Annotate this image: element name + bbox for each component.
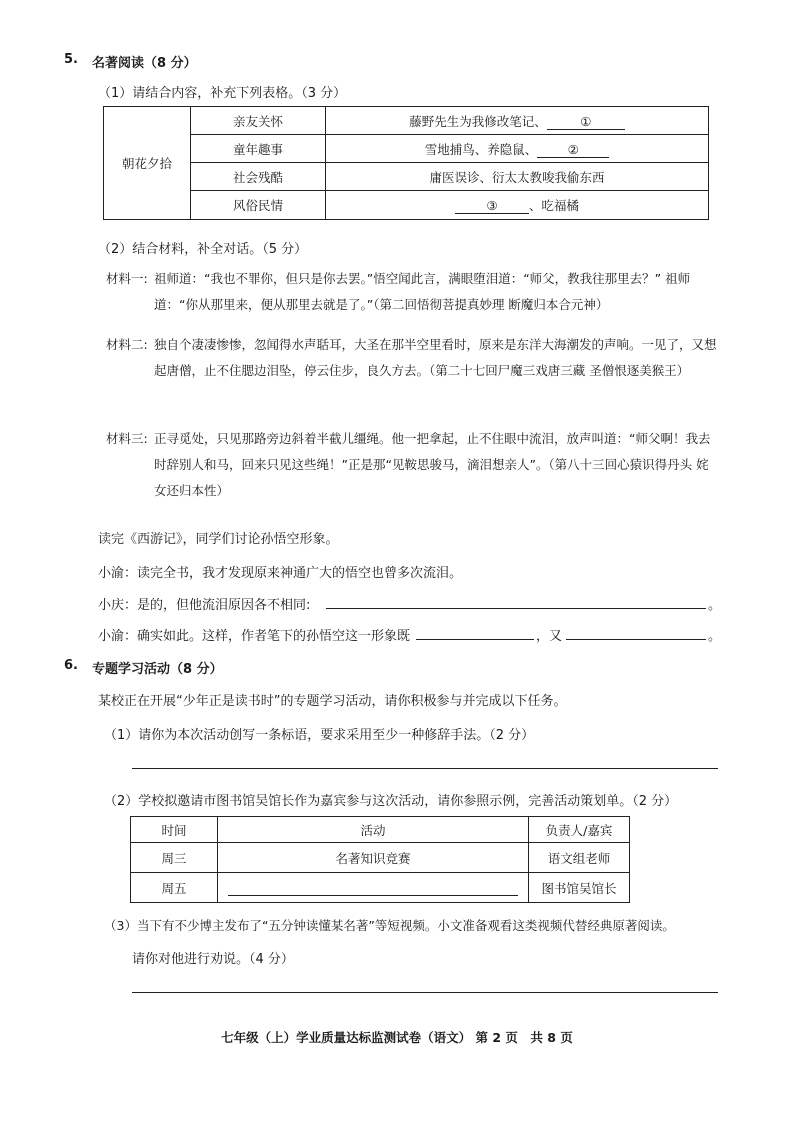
page-footer: 七年级（上）学业质量达标监测试卷（语文） 第 2 页 共 8 页 (221, 1030, 573, 1045)
category-cell (191, 107, 326, 135)
content-text: 雪地捕鸟、养隐鼠、 (424, 141, 538, 157)
content-cell (326, 163, 709, 191)
category-cell (191, 135, 326, 163)
table-cell (218, 873, 529, 903)
speaker: 小渝： (98, 629, 138, 644)
answer-line-trait-2[interactable] (566, 639, 706, 640)
category-cell (191, 163, 326, 191)
dialog-line-2 (98, 594, 310, 613)
material-2 (106, 332, 718, 410)
blank-1[interactable]: ① (547, 114, 625, 130)
category-label: 风俗民情 (232, 198, 283, 213)
category-label: 亲友关怀 (232, 113, 283, 129)
book-title: 朝花夕拾 (121, 156, 172, 171)
material-label: 材料三: (106, 431, 148, 446)
speaker: 小渝： (98, 566, 138, 581)
header-owner: 负责人/嘉宾 (545, 822, 613, 838)
q5-number: 5. (64, 52, 78, 67)
content-text: 庸医误诊、衍太太教唆我偷东西 (429, 169, 605, 185)
q5-part1-prompt: （1）请结合内容，补充下列表格。（3 分） (98, 86, 347, 101)
dialog-line-1 (98, 562, 462, 581)
category-cell (191, 191, 326, 220)
discussion-intro: 读完《西游记》，同学们讨论孙悟空形象。 (98, 532, 339, 547)
q5-title: 名著阅读（8 分） (92, 56, 197, 71)
material-3 (106, 426, 718, 504)
book-title-cell (104, 107, 191, 220)
dialog-text: 确实如此。这样，作者笔下的孙悟空这一形象既 (137, 629, 411, 644)
dialog-line-3 (98, 625, 410, 644)
material-text: 独自个凄凄惨惨，忽闻得水声聒耳，大圣在那半空里看时，原来是东洋大海潮发的声响。一见了，又想起唐僧，止不住腮边泪坠，停云住步，良久方去。（第二十七回尸魔三戏唐三藏 圣僧恨逐美猴王） (154, 337, 717, 378)
material-label: 材料一: (106, 271, 148, 286)
cell-text: 语文组老师 (547, 850, 611, 866)
dialog-text: 读完全书，我才发现原来神通广大的悟空也曾多次流泪。 (137, 566, 463, 581)
cell-text: 周三 (161, 850, 187, 866)
q6-part3-line1: （3）当下有不少博主发布了“五分钟读懂某名著”等短视频。小文准备观看这类视频代替经典原著阅读。 (104, 918, 675, 933)
speaker: 小庆： (98, 598, 138, 613)
category-label: 社会残酷 (232, 169, 283, 185)
cell-text: 名著知识竞赛 (335, 850, 411, 866)
content-cell (326, 107, 709, 135)
q6-intro: 某校正在开展“少年正是读书时”的专题学习活动，请你积极参与并完成以下任务。 (98, 694, 567, 709)
q6-part1: （1）请你为本次活动创写一条标语，要求采用至少一种修辞手法。（2 分） (104, 728, 535, 743)
header-cell (218, 817, 529, 843)
q6-title: 专题学习活动（8 分） (92, 662, 223, 677)
blank-activity[interactable] (228, 879, 518, 896)
table-cell (218, 843, 529, 873)
end-mark: 。 (708, 598, 722, 613)
answer-line-trait-1[interactable] (416, 639, 534, 640)
blank-3[interactable]: ③ (455, 198, 529, 214)
dialog-text: 是的，但他流泪原因各不相同: (137, 598, 311, 613)
header-cell (529, 817, 630, 843)
table-cell (529, 873, 630, 903)
q6-part2: （2）学校拟邀请市图书馆吴馆长作为嘉宾参与这次活动，请你参照示例，完善活动策划单。（2 分） (104, 794, 678, 809)
activity-plan-table (130, 816, 630, 903)
material-text: 正寻觅处，只见那路旁边斜着半截儿缰绳。他一把拿起，止不住眼中流泪，放声叫道：“师父啊！我去时辞别人和马，回来只见这些绳！”正是那“见鞍思骏马，滴泪想亲人”。（第八十三回心猿识得丹头 姹女还归本性） (154, 431, 711, 498)
content-cell (326, 135, 709, 163)
material-label: 材料二: (106, 337, 148, 352)
material-text: 祖师道：“我也不罪你，但只是你去罢。”悟空闻此言，满眼堕泪道：“师父，教我往那里去？” 祖师道：“你从那里来，便从那里去就是了。”（第二回悟彻菩提真妙理 断魔归本合元神） (154, 271, 691, 312)
answer-line-reasons[interactable] (326, 608, 706, 609)
q6-number: 6. (64, 658, 78, 673)
table-cell (529, 843, 630, 873)
answer-line-slogan[interactable] (132, 768, 718, 769)
table-cell (131, 873, 218, 903)
content-text: 藤野先生为我修改笔记、 (409, 113, 547, 129)
header-activity: 活动 (360, 822, 386, 838)
header-time: 时间 (161, 822, 187, 838)
q5-part2-prompt: （2）结合材料，补全对话。（5 分） (98, 242, 308, 257)
header-cell (131, 817, 218, 843)
material-1 (106, 266, 718, 318)
reading-table (103, 106, 709, 220)
content-cell (326, 191, 709, 220)
table-cell (131, 843, 218, 873)
answer-line-persuade[interactable] (132, 992, 718, 993)
content-text: 、吃福橘 (528, 198, 579, 213)
dialog-connector: ，又 (536, 629, 563, 644)
q6-part3-line2: 请你对他进行劝说。（4 分） (132, 952, 294, 967)
category-label: 童年趣事 (232, 141, 283, 157)
cell-text: 周五 (161, 880, 187, 896)
end-mark: 。 (708, 629, 722, 644)
blank-2[interactable]: ② (537, 142, 609, 158)
cell-text: 图书馆吴馆长 (541, 880, 617, 896)
